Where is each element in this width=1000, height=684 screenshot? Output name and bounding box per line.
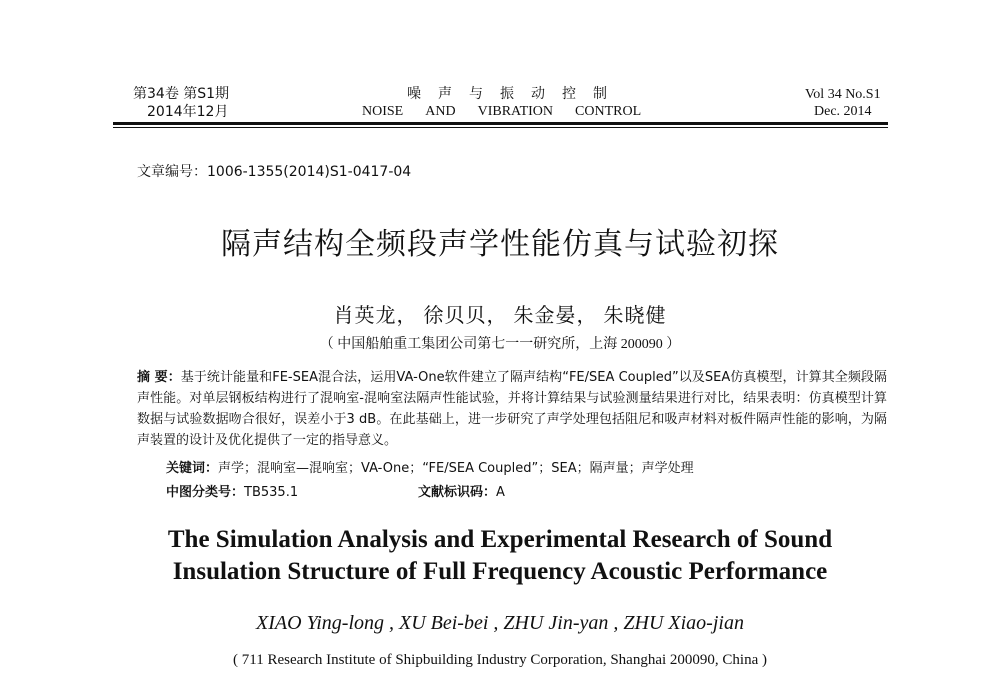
affiliation-en: ( 711 Research Institute of Shipbuilding Industry Corporation, Shanghai 200090, China ) bbox=[233, 652, 767, 668]
volume-issue-cn: 第34卷 第S1期 bbox=[133, 86, 230, 102]
title-en-line: The Simulation Analysis and Experimental Research of Sound bbox=[167, 526, 833, 553]
title-en bbox=[0, 524, 1000, 588]
journal-word: AND bbox=[425, 104, 456, 119]
document-code bbox=[418, 481, 505, 500]
authors-en: XIAO Ying-long , XU Bei-bei , ZHU Jin-yan , ZHU Xiao-jian bbox=[256, 612, 744, 634]
abstract-text: 基于统计能量和FE-SEA混合法，运用VA-One软件建立了隔声结构“FE/SEA Coupled”以及SEA仿真模型，计算其全频段隔声性能。对单层钢板结构进行了混响室-混响室法隔声性能试验，并将计算结果与试验测量结果进行对比，结果表明：仿真模型计算数据与试验数据吻合很好，误差小于3 dB。在此基础上，进一步研究了声学处理包括阻尼和吸声材料对板件隔声性能的影响，为隔声装置的设计及优化提供了一定的指导意义。 bbox=[137, 370, 887, 448]
classification-value: TB535.1 bbox=[244, 485, 299, 500]
title-cn: 隔声结构全频段声学性能仿真与试验初探 bbox=[221, 227, 779, 262]
journal-name-cn: 噪声与振动控制 bbox=[407, 86, 624, 102]
doc-code-value: A bbox=[496, 485, 505, 500]
affiliation-cn: （ 中国船舶重工集团公司第七一一研究所，上海 200090 ） bbox=[319, 337, 681, 352]
classification-number bbox=[166, 481, 298, 500]
keywords bbox=[166, 457, 694, 476]
date-en: Dec. 2014 bbox=[814, 104, 872, 119]
abstract bbox=[137, 367, 887, 451]
keywords-text: 声学；混响室—混响室；VA-One；“FE/SEA Coupled”；SEA；隔声量；声学处理 bbox=[218, 461, 694, 476]
keywords-label: 关键词： bbox=[166, 461, 219, 476]
abstract-label: 摘 要： bbox=[137, 370, 181, 385]
doc-code-label: 文献标识码： bbox=[418, 485, 497, 500]
journal-word: VIBRATION bbox=[477, 104, 554, 119]
authors-cn: 肖英龙， 徐贝贝， 朱金晏， 朱晓健 bbox=[333, 305, 667, 327]
classification-label: 中图分类号： bbox=[166, 485, 245, 500]
title-en-line: Insulation Structure of Full Frequency Acoustic Performance bbox=[172, 558, 828, 585]
header-rule-thin bbox=[113, 127, 888, 128]
volume-issue-en: Vol 34 No.S1 bbox=[805, 87, 881, 102]
journal-name-en bbox=[362, 104, 663, 120]
journal-word: NOISE bbox=[362, 104, 404, 119]
journal-word: CONTROL bbox=[575, 104, 642, 119]
date-cn: 2014年12月 bbox=[147, 104, 229, 120]
header-rule-thick bbox=[113, 122, 888, 125]
article-number: 文章编号：1006-1355(2014)S1-0417-04 bbox=[137, 164, 412, 180]
